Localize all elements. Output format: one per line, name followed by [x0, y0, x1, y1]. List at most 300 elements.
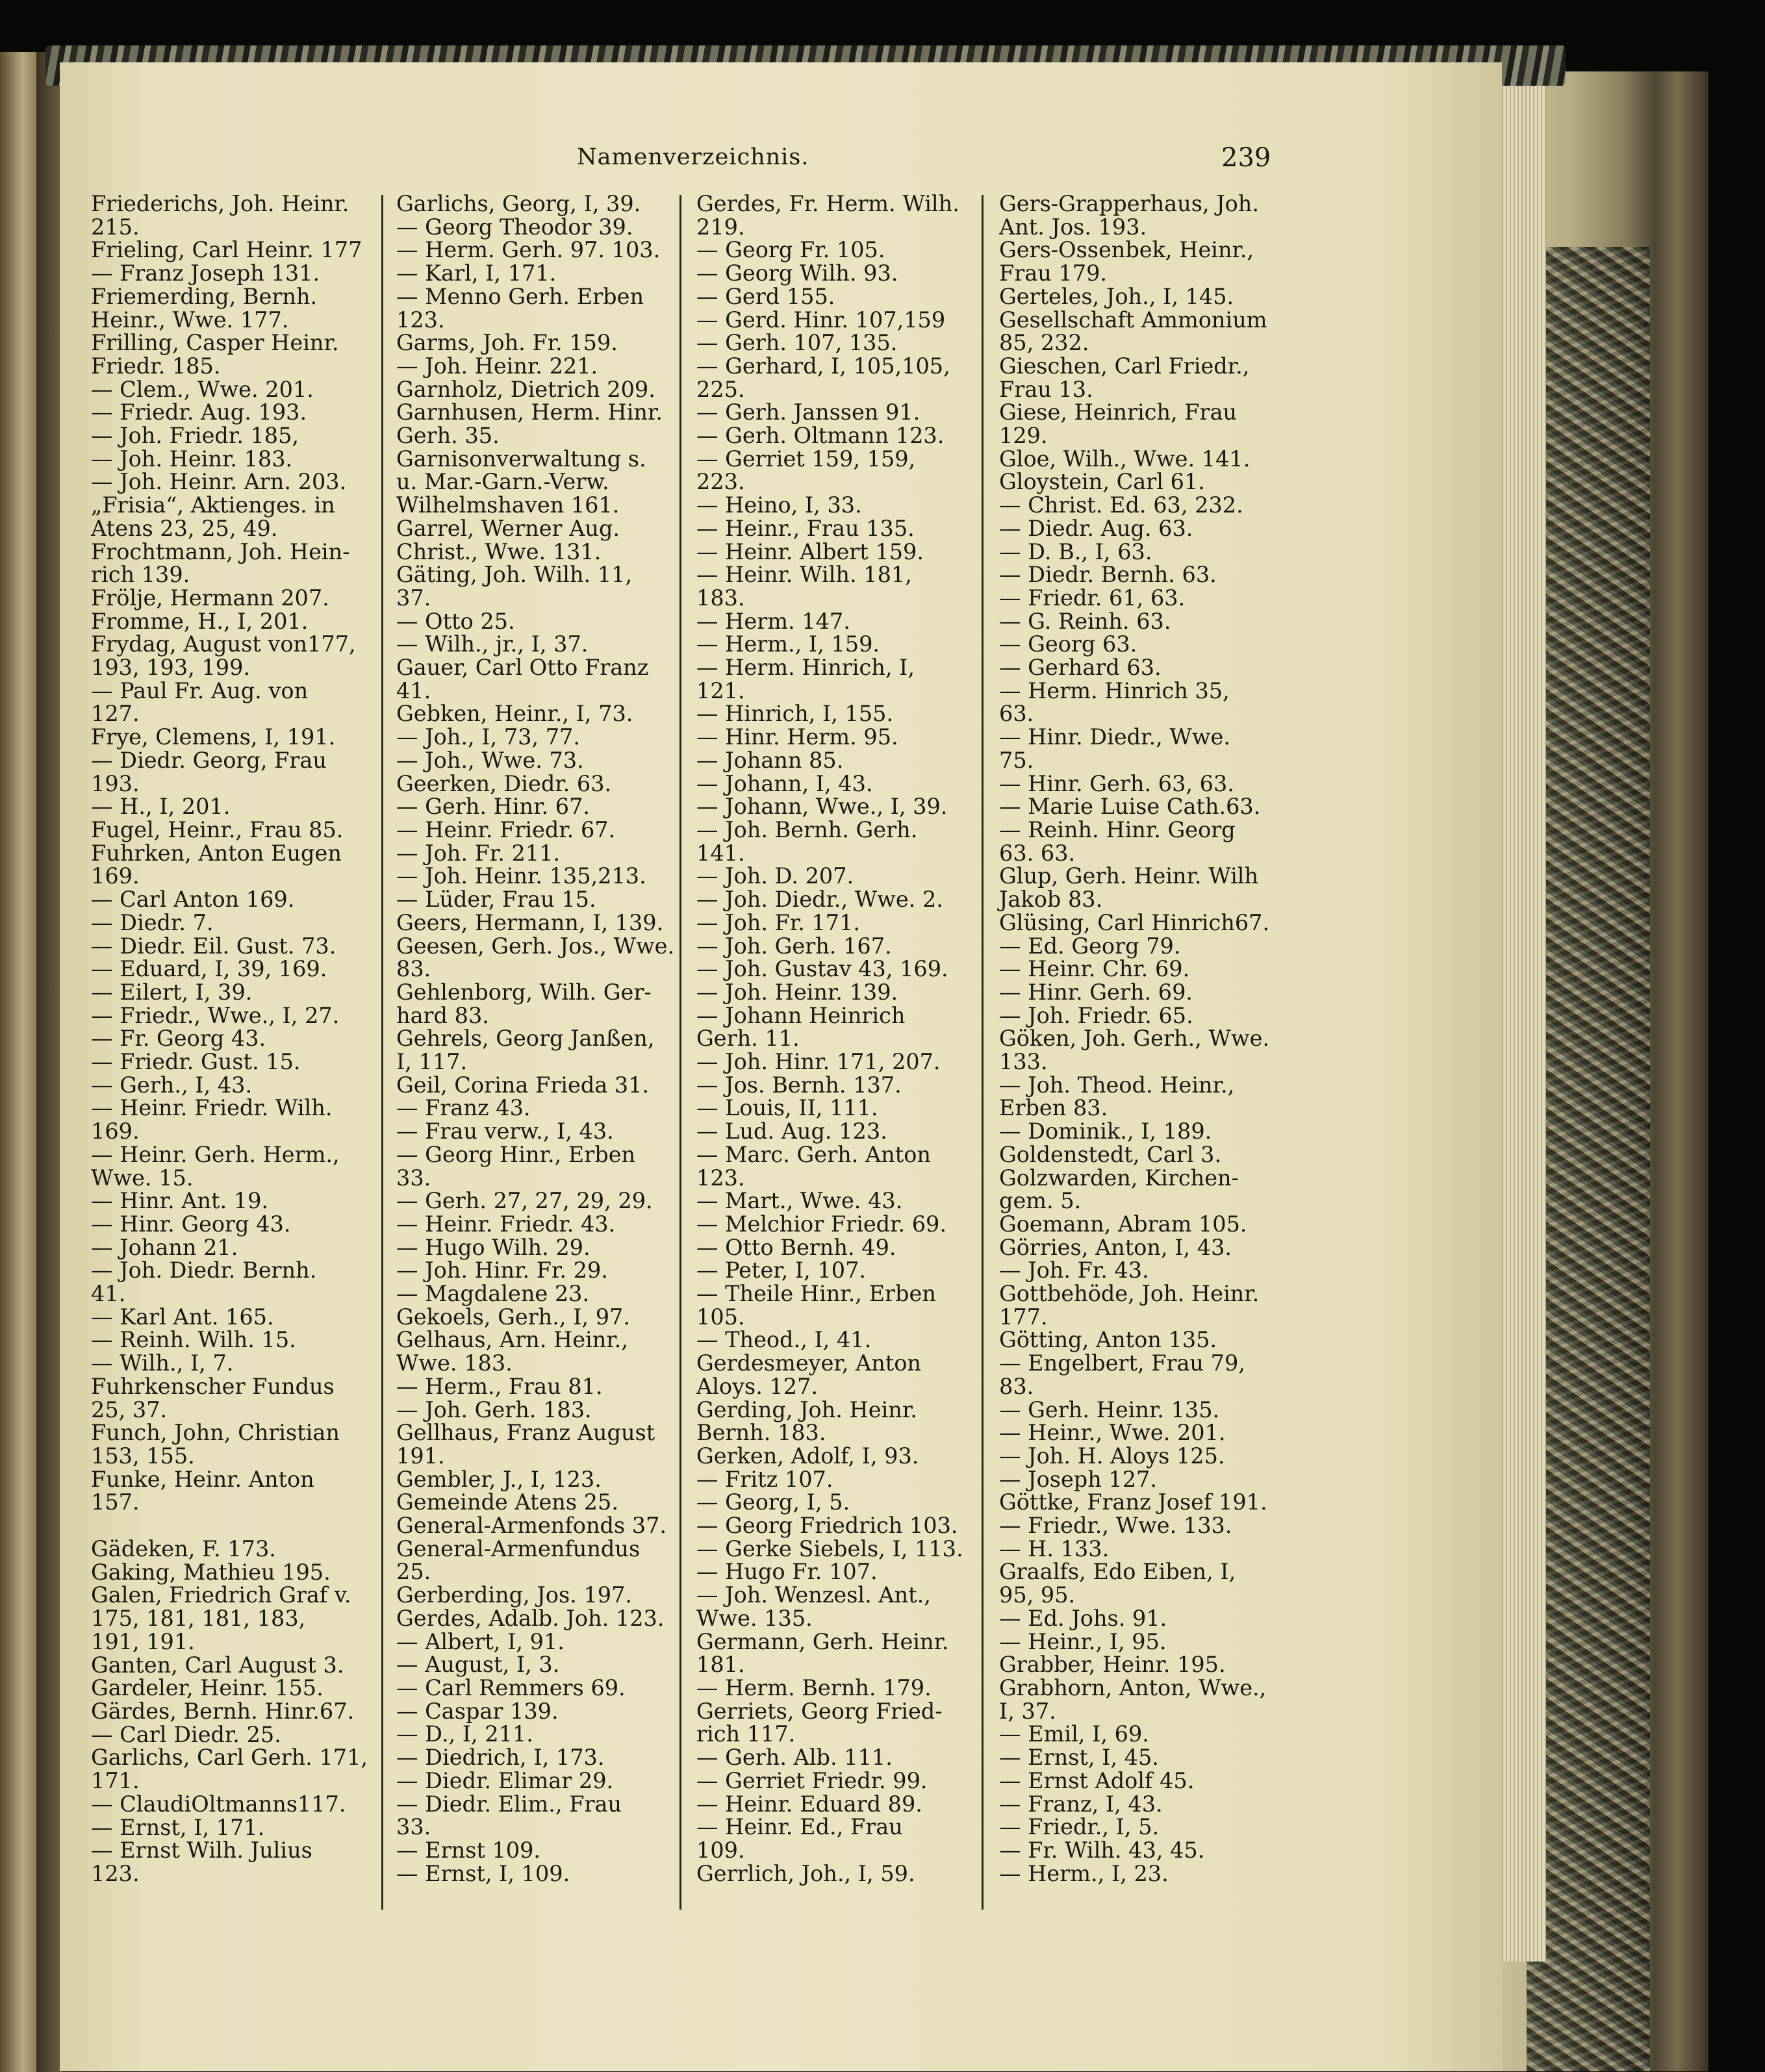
index-line: — Johann, I, 43. — [696, 770, 873, 796]
index-line: Fuhrkenscher Fundus — [91, 1373, 335, 1399]
index-line: — Heinr. Friedr. Wilh. — [91, 1095, 333, 1121]
index-line: — Joh. Hinr. 171, 207. — [696, 1049, 941, 1075]
index-line: — Diedr. 7. — [91, 909, 214, 935]
index-line: — Marie Luise Cath.63. — [999, 794, 1261, 820]
index-line: — Heinr. Albert 159. — [696, 538, 924, 564]
index-line: — Joh. Friedr. 185, — [91, 423, 299, 449]
index-line: — Joh. Hinr. Fr. 29. — [396, 1257, 608, 1283]
index-line: Göken, Joh. Gerh., Wwe. — [999, 1026, 1270, 1052]
index-line: — Joh. Heinr. 135,213. — [396, 863, 646, 889]
index-line: — Gerd 155. — [696, 283, 835, 309]
index-line: Görries, Anton, I, 43. — [999, 1234, 1232, 1260]
index-line: „Frisia“, Aktienges. in — [91, 492, 335, 518]
index-line: Gaking, Mathieu 195. — [91, 1559, 331, 1585]
index-line: — Ernst, I, 109. — [396, 1860, 570, 1886]
index-line: — Karl Ant. 165. — [91, 1304, 274, 1330]
index-line: — Paul Fr. Aug. von — [91, 677, 309, 703]
index-line: Gehrels, Georg Janßen, — [396, 1026, 655, 1052]
index-line: — Ernst, I, 171. — [91, 1814, 265, 1840]
index-line: Gesellschaft Ammonium — [999, 307, 1267, 333]
index-line: — Gerh., I, 43. — [91, 1072, 253, 1098]
index-line: Gehlenborg, Wilh. Ger- — [396, 979, 652, 1005]
index-line: 37. — [396, 585, 431, 611]
index-line: — Carl Anton 169. — [91, 887, 295, 913]
index-line: — Gerke Siebels, I, 113. — [696, 1535, 963, 1561]
index-line: — Gerriet 159, 159, — [696, 446, 916, 472]
index-line: — Hugo Wilh. 29. — [396, 1234, 590, 1260]
index-line: — Joh. Fr. 211. — [396, 840, 561, 866]
index-line: Goldenstedt, Carl 3. — [999, 1141, 1222, 1167]
index-line: — Gerhard, I, 105,105, — [696, 353, 950, 379]
index-line: — Joh. Diedr., Wwe. 2. — [696, 887, 943, 913]
page-number: 239 — [1221, 143, 1271, 173]
index-line: 219. — [696, 214, 745, 240]
index-line: — Herm. Hinrich, I, — [696, 655, 915, 681]
index-line: 41. — [91, 1281, 126, 1307]
index-line: — Joseph 127. — [999, 1466, 1158, 1492]
index-line: — Albert, I, 91. — [396, 1628, 565, 1654]
index-line: — Gerriet Friedr. 99. — [696, 1767, 928, 1793]
index-line: — Menno Gerh. Erben — [396, 283, 644, 309]
index-line: — Diedr. Elim., Frau — [396, 1791, 622, 1817]
running-header: Namenverzeichnis. — [577, 144, 809, 170]
index-line: — Herm., I, 159. — [696, 631, 880, 657]
index-line: — Wilh., jr., I, 37. — [396, 631, 589, 657]
index-line: rich 117. — [696, 1721, 796, 1747]
index-line: — Joh. Diedr. Bernh. — [91, 1257, 317, 1283]
index-line: — Heino, I, 33. — [696, 492, 862, 518]
index-line: Gardeler, Heinr. 155. — [91, 1675, 324, 1701]
index-line: Frieling, Carl Heinr. 177 — [91, 237, 362, 263]
index-line: — Hinrich, I, 155. — [696, 701, 894, 727]
index-line: Geesen, Gerh. Jos., Wwe. — [396, 933, 675, 959]
index-line: — Ernst, I, 45. — [999, 1745, 1159, 1771]
index-line: — Hinr. Georg 43. — [91, 1211, 291, 1237]
index-line: — Herm., I, 23. — [999, 1860, 1169, 1886]
column-divider — [982, 195, 984, 1910]
index-line: Grabhorn, Anton, Wwe., — [999, 1675, 1267, 1700]
index-line: — Eilert, I, 39. — [91, 979, 253, 1005]
index-line: Frochtmann, Joh. Hein- — [91, 538, 350, 564]
index-line: General-Armenfonds 37. — [396, 1513, 667, 1539]
index-line: 153, 155. — [91, 1443, 195, 1469]
index-line: Gerrlich, Joh., I, 59. — [696, 1860, 915, 1886]
index-line: Gerh. 11. — [696, 1026, 800, 1052]
index-line: — Gerh. 107, 135. — [696, 330, 898, 356]
index-line: Gloystein, Carl 61. — [999, 469, 1205, 495]
index-line: Gerh. 35. — [396, 423, 500, 449]
index-line: 177. — [999, 1304, 1048, 1330]
index-line: — D., I, 211. — [396, 1721, 533, 1747]
index-line: — Fr. Georg 43. — [91, 1026, 266, 1052]
index-line: — Hinr. Diedr., Wwe. — [999, 724, 1230, 750]
index-line: 105. — [696, 1304, 745, 1330]
index-line: — Joh. Fr. 171. — [696, 909, 861, 935]
index-line: Gerken, Adolf, I, 93. — [696, 1443, 919, 1469]
index-line: Frölje, Hermann 207. — [91, 585, 329, 611]
index-column-1 — [91, 192, 375, 1886]
index-line: 169. — [91, 1118, 140, 1144]
index-line: 183. — [696, 585, 745, 611]
index-line: Friederichs, Joh. Heinr. — [91, 191, 349, 216]
index-line: — Franz, I, 43. — [999, 1791, 1163, 1817]
index-line: — Diedr. Elimar 29. — [396, 1767, 614, 1793]
index-line: — Diedr. Eil. Gust. 73. — [91, 933, 336, 959]
index-line: I, 37. — [999, 1698, 1056, 1724]
index-line: 109. — [696, 1837, 745, 1863]
index-line: — Georg Wilh. 93. — [696, 260, 898, 286]
index-line: Wwe. 15. — [91, 1165, 194, 1191]
index-line: Gäting, Joh. Wilh. 11, — [396, 562, 633, 588]
index-line: — Gerd. Hinr. 107,159 — [696, 307, 946, 333]
index-line: — Diedr. Bernh. 63. — [999, 562, 1217, 588]
adjacent-page-edge — [0, 52, 38, 2072]
index-line: Frilling, Casper Heinr. — [91, 330, 339, 356]
index-line: 25. — [396, 1559, 431, 1585]
index-line: — Heinr. Friedr. 67. — [396, 816, 616, 842]
index-line: — Clem., Wwe. 201. — [91, 376, 314, 402]
index-line: — Friedr., I, 5. — [999, 1814, 1160, 1840]
index-line: — Carl Diedr. 25. — [91, 1721, 281, 1747]
index-line: — Joh. Gerh. 167. — [696, 933, 892, 959]
index-line: — Joh. Heinr. 183. — [91, 446, 293, 472]
index-line: gem. 5. — [999, 1188, 1082, 1214]
index-line: Geerken, Diedr. 63. — [396, 770, 612, 796]
index-line: Gers-Ossenbek, Heinr., — [999, 237, 1254, 263]
index-line: Glup, Gerh. Heinr. Wilh — [999, 863, 1259, 889]
index-line: — Reinh. Wilh. 15. — [91, 1327, 296, 1353]
index-line: Gerdes, Fr. Herm. Wilh. — [696, 191, 959, 216]
index-line: — Mart., Wwe. 43. — [696, 1188, 903, 1214]
index-line: — Karl, I, 171. — [396, 260, 557, 286]
index-line: — August, I, 3. — [396, 1652, 560, 1678]
index-line: — Joh. Heinr. 139. — [696, 979, 898, 1005]
index-line: — Georg, I, 5. — [696, 1489, 850, 1515]
index-line: 83. — [396, 956, 431, 982]
index-line: — Hugo Fr. 107. — [696, 1559, 878, 1585]
index-line: — Gerhard 63. — [999, 655, 1162, 681]
index-line: — Otto 25. — [396, 608, 515, 634]
index-line: — Joh., Wwe. 73. — [396, 747, 584, 773]
index-line: Christ., Wwe. 131. — [396, 538, 602, 564]
index-line: I, 117. — [396, 1049, 468, 1075]
index-line: — Heinr. Eduard 89. — [696, 1791, 922, 1817]
index-line: — Franz Joseph 131. — [91, 260, 320, 286]
index-line: Wwe. 135. — [696, 1605, 813, 1631]
index-line: — Herm. Gerh. 97. 103. — [396, 237, 661, 263]
index-line: 83. — [999, 1373, 1034, 1399]
index-line: 223. — [696, 469, 745, 495]
index-line: — Heinr. Ed., Frau — [696, 1814, 903, 1840]
index-line: Gemeinde Atens 25. — [396, 1489, 618, 1515]
index-line: 41. — [396, 677, 431, 703]
index-line: — Diedr. Aug. 63. — [999, 515, 1193, 541]
index-line: 33. — [396, 1165, 431, 1191]
index-line: — Hinr. Gerh. 63, 63. — [999, 770, 1234, 796]
index-line: — Fritz 107. — [696, 1466, 833, 1492]
index-line: Gerding, Joh. Heinr. — [696, 1396, 917, 1422]
index-line: — Fr. Wilh. 43, 45. — [999, 1837, 1205, 1863]
index-line: — Gerh. Hinr. 67. — [396, 794, 590, 820]
index-line: — Engelbert, Frau 79, — [999, 1350, 1245, 1376]
index-line: — Magdalene 23. — [396, 1281, 590, 1307]
index-line: — Ernst 109. — [396, 1837, 541, 1863]
index-line: 25, 37. — [91, 1396, 168, 1422]
index-line: — Johann Heinrich — [696, 1002, 906, 1028]
index-line: Garrel, Werner Aug. — [396, 515, 620, 541]
index-line: — ClaudiOltmanns117. — [91, 1791, 346, 1817]
index-line: — Herm. 147. — [696, 608, 850, 634]
index-line: Friedr. 185. — [91, 353, 221, 379]
index-line: Fuhrken, Anton Eugen — [91, 840, 342, 866]
index-line: — Caspar 139. — [396, 1698, 559, 1724]
index-line: 175, 181, 181, 183, — [91, 1606, 306, 1632]
index-line: 123. — [396, 307, 445, 333]
index-line: — Georg Hinr., Erben — [396, 1141, 636, 1167]
index-line: Funch, John, Christian — [91, 1420, 340, 1446]
index-line: Fugel, Heinr., Frau 85. — [91, 816, 344, 842]
index-line: 193, 193, 199. — [91, 655, 251, 681]
index-line: Heinr., Wwe. 177. — [91, 307, 289, 333]
index-line: — Joh. Friedr. 65. — [999, 1002, 1193, 1028]
index-line: 141. — [696, 840, 745, 866]
index-line: — Frau verw., I, 43. — [396, 1118, 614, 1144]
index-line: — Hinr. Gerh. 69. — [999, 979, 1193, 1005]
index-line: Gers-Grapperhaus, Joh. — [999, 191, 1260, 216]
index-line: Frau 13. — [999, 376, 1093, 402]
index-line: — Franz 43. — [396, 1095, 531, 1121]
index-line: — Joh. D. 207. — [696, 863, 854, 889]
index-line: — Gerh. Alb. 111. — [696, 1745, 893, 1771]
index-line: rich 139. — [91, 562, 190, 588]
index-line: Frydag, August von177, — [91, 631, 356, 657]
index-line: Fromme, H., I, 201. — [91, 608, 309, 634]
index-line: — Joh., I, 73, 77. — [396, 724, 580, 750]
index-line: — Georg Friedrich 103. — [696, 1513, 958, 1539]
index-line: Gieschen, Carl Friedr., — [999, 353, 1250, 379]
index-line: — Dominik., I, 189. — [999, 1118, 1212, 1144]
index-line: Jakob 83. — [999, 887, 1103, 913]
index-line: Göttke, Franz Josef 191. — [999, 1489, 1267, 1515]
index-line: — Gerh. 27, 27, 29, 29. — [396, 1188, 653, 1214]
index-line: — Friedr. Gust. 15. — [91, 1049, 301, 1075]
index-line: — Johann 85. — [696, 747, 844, 773]
index-line: — Ed. Georg 79. — [999, 933, 1181, 959]
index-line: Ant. Jos. 193. — [999, 214, 1147, 240]
index-line: — Joh. Gerh. 183. — [396, 1396, 592, 1422]
index-line: Wwe. 183. — [396, 1350, 513, 1376]
index-line: — Georg Fr. 105. — [696, 237, 885, 263]
index-line: — Heinr. Friedr. 43. — [396, 1211, 616, 1237]
index-line: — D. B., I, 63. — [999, 538, 1152, 564]
index-line: Golzwarden, Kirchen- — [999, 1165, 1239, 1191]
index-line: — Melchior Friedr. 69. — [696, 1211, 947, 1237]
index-line: — Friedr. Aug. 193. — [91, 399, 307, 425]
index-line: — Reinh. Hinr. Georg — [999, 816, 1236, 842]
index-line: — Hinr. Ant. 19. — [91, 1188, 269, 1214]
index-line: 95, 95. — [999, 1582, 1076, 1608]
index-line: Götting, Anton 135. — [999, 1327, 1217, 1353]
index-line: Funke, Heinr. Anton — [91, 1466, 314, 1492]
index-line: 215. — [91, 214, 140, 240]
index-line: — Diedr. Georg, Frau — [91, 747, 327, 773]
index-line: — Eduard, I, 39, 169. — [91, 956, 327, 982]
index-line: — Georg Theodor 39. — [396, 214, 633, 240]
index-column-3 — [696, 192, 981, 1885]
index-line: Gädeken, F. 173. — [91, 1536, 276, 1562]
index-line: Bernh. 183. — [696, 1420, 826, 1446]
index-line: — H., I, 201. — [91, 794, 231, 820]
index-line: — Lud. Aug. 123. — [696, 1118, 887, 1144]
index-line: — Carl Remmers 69. — [396, 1675, 626, 1700]
index-line: — Johann, Wwe., I, 39. — [696, 794, 948, 820]
index-line: — Jos. Bernh. 137. — [696, 1072, 902, 1098]
index-line: Geil, Corina Frieda 31. — [396, 1072, 650, 1098]
index-line: — Theile Hinr., Erben — [696, 1281, 936, 1307]
index-line: Gerdes, Adalb. Joh. 123. — [396, 1605, 665, 1631]
book-gutter — [36, 52, 61, 2072]
index-line: Graalfs, Edo Eiben, I, — [999, 1559, 1236, 1585]
index-line: 169. — [91, 863, 140, 889]
index-line: 121. — [696, 677, 745, 703]
index-line: Galen, Friedrich Graf v. — [91, 1582, 351, 1608]
index-column-4 — [999, 192, 1284, 1885]
index-line: Germann, Gerh. Heinr. — [696, 1628, 949, 1654]
index-line: — Friedr., Wwe., I, 27. — [91, 1002, 340, 1028]
index-line: — Heinr. Gerh. Herm., — [91, 1141, 340, 1167]
index-line: Gelhaus, Arn. Heinr., — [396, 1327, 628, 1353]
index-line: 85, 232. — [999, 330, 1089, 356]
column-divider — [381, 195, 383, 1910]
index-line: Gellhaus, Franz August — [396, 1420, 655, 1446]
index-line: 123. — [91, 1860, 140, 1886]
index-line: — Joh. Heinr. Arn. 203. — [91, 469, 347, 495]
index-line: — Johann 21. — [91, 1234, 238, 1260]
index-line: u. Mar.-Garn.-Verw. — [396, 469, 609, 495]
index-line: — Friedr. 61, 63. — [999, 585, 1186, 611]
index-column-2 — [396, 192, 681, 1885]
index-line: 75. — [999, 747, 1034, 773]
index-line: 191, 191. — [91, 1628, 195, 1654]
index-line: — Ernst Adolf 45. — [999, 1767, 1195, 1793]
index-line: — Wilh., I, 7. — [91, 1350, 234, 1376]
index-line: — G. Reinh. 63. — [999, 608, 1171, 634]
index-line: Gebken, Heinr., I, 73. — [396, 701, 633, 727]
index-line: 123. — [696, 1165, 745, 1191]
index-line: Gloe, Wilh., Wwe. 141. — [999, 446, 1251, 472]
index-line: 225. — [696, 376, 745, 402]
index-line: Garnholz, Dietrich 209. — [396, 376, 655, 402]
index-line: — Heinr., Frau 135. — [696, 515, 915, 541]
index-line: Garlichs, Georg, I, 39. — [396, 191, 641, 216]
section-gap — [91, 1514, 375, 1537]
index-line: Atens 23, 25, 49. — [91, 515, 278, 541]
index-line: — Louis, II, 111. — [696, 1095, 878, 1121]
index-line: — Gerh. Oltmann 123. — [696, 423, 945, 449]
index-line: Geers, Hermann, I, 139. — [396, 909, 664, 935]
index-line: Frau 179. — [999, 260, 1108, 286]
index-line: Gerberding, Jos. 197. — [396, 1582, 633, 1608]
index-line: Aloys. 127. — [696, 1373, 819, 1399]
index-line: — Marc. Gerh. Anton — [696, 1141, 931, 1167]
index-line: Erben 83. — [999, 1095, 1108, 1121]
index-line: 157. — [91, 1489, 140, 1515]
index-line: — Peter, I, 107. — [696, 1257, 867, 1283]
index-line: — Heinr., I, 95. — [999, 1628, 1167, 1654]
index-line: Gekoels, Gerh., I, 97. — [396, 1304, 631, 1330]
index-line: Garlichs, Carl Gerh. 171, — [91, 1745, 368, 1771]
index-line: Gerdesmeyer, Anton — [696, 1350, 922, 1376]
index-line: 181. — [696, 1652, 745, 1678]
index-line: — Joh. Gustav 43, 169. — [696, 956, 948, 982]
index-line: Ganten, Carl August 3. — [91, 1652, 344, 1678]
index-line: — Joh. Bernh. Gerh. — [696, 816, 918, 842]
index-line: Grabber, Heinr. 195. — [999, 1652, 1226, 1678]
index-line: 129. — [999, 423, 1048, 449]
index-line: — Christ. Ed. 63, 232. — [999, 492, 1243, 518]
index-line: Friemerding, Bernh. — [91, 283, 318, 309]
index-line: Garnhusen, Herm. Hinr. — [396, 399, 663, 425]
index-line: 133. — [999, 1049, 1048, 1075]
index-line: — Joh. Wenzesl. Ant., — [696, 1582, 931, 1608]
index-line: — Ernst Wilh. Julius — [91, 1838, 312, 1864]
index-line: — Diedrich, I, 173. — [396, 1745, 605, 1771]
index-line: — Georg 63. — [999, 631, 1137, 657]
index-line: Wilhelmshaven 161. — [396, 492, 620, 518]
index-line: — Theod., I, 41. — [696, 1327, 872, 1353]
index-line: 63. — [999, 701, 1034, 727]
index-line: — Gerh. Janssen 91. — [696, 399, 921, 425]
index-line: — Joh. Theod. Heinr., — [999, 1072, 1235, 1098]
index-line: 193. — [91, 770, 140, 796]
index-line: — Hinr. Herm. 95. — [696, 724, 898, 750]
index-line: 33. — [396, 1814, 431, 1840]
index-line: 63. 63. — [999, 840, 1076, 866]
index-line: Gembler, J., I, 123. — [396, 1466, 602, 1492]
index-line: Gerteles, Joh., I, 145. — [999, 283, 1234, 309]
index-line: — Otto Bernh. 49. — [696, 1234, 896, 1260]
index-line: Glüsing, Carl Hinrich67. — [999, 909, 1270, 935]
index-line: — Joh. H. Aloys 125. — [999, 1443, 1225, 1469]
index-line: — Joh. Fr. 43. — [999, 1257, 1149, 1283]
index-line: — Heinr. Chr. 69. — [999, 956, 1190, 982]
index-line: — Lüder, Frau 15. — [396, 887, 596, 913]
index-line: — H. 133. — [999, 1535, 1110, 1561]
index-line: Gauer, Carl Otto Franz — [396, 655, 649, 681]
index-line: — Heinr. Wilh. 181, — [696, 562, 912, 588]
index-line: Gerriets, Georg Fried- — [696, 1698, 943, 1724]
index-line: — Friedr., Wwe. 133. — [999, 1513, 1232, 1539]
index-line: — Herm., Frau 81. — [396, 1373, 603, 1399]
index-line: Frye, Clemens, I, 191. — [91, 724, 336, 750]
index-line: Garnisonverwaltung s. — [396, 446, 646, 472]
index-line: — Emil, I, 69. — [999, 1721, 1149, 1747]
index-line: Gottbehöde, Joh. Heinr. — [999, 1281, 1260, 1307]
index-line: hard 83. — [396, 1002, 489, 1028]
index-line: Giese, Heinrich, Frau — [999, 399, 1238, 425]
index-line: — Heinr., Wwe. 201. — [999, 1420, 1226, 1446]
index-line: 191. — [396, 1443, 445, 1469]
index-line: — Ed. Johs. 91. — [999, 1605, 1167, 1631]
index-line: Goemann, Abram 105. — [999, 1211, 1247, 1237]
index-line: 127. — [91, 701, 140, 727]
index-line: — Herm. Bernh. 179. — [696, 1675, 932, 1700]
index-line: General-Armenfundus — [396, 1535, 641, 1561]
index-line: Garms, Joh. Fr. 159. — [396, 330, 618, 356]
index-line: 171. — [91, 1768, 140, 1794]
index-line: — Herm. Hinrich 35, — [999, 677, 1230, 703]
index-line: Gärdes, Bernh. Hinr.67. — [91, 1699, 355, 1724]
